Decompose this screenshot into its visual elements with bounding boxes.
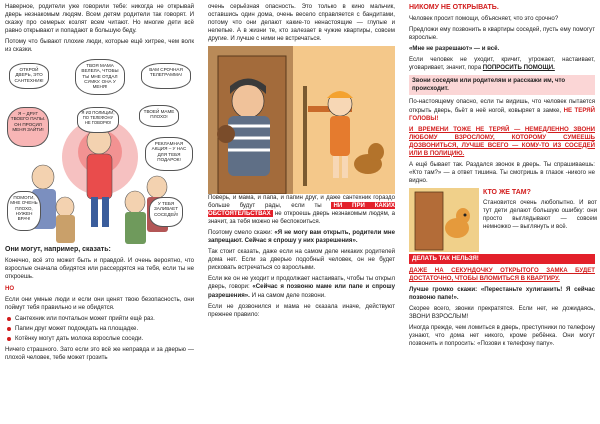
- paragraph-text: Если человек не уходит, кричит, угрожает, настаивает, уговаривает, значит, пора: [409, 56, 595, 72]
- no-heading: НО: [5, 284, 15, 292]
- paragraph: [208, 275, 395, 299]
- list-item: Папин друг может подождать на площадке.: [5, 325, 194, 333]
- paragraph-text: И на самом деле позвони.: [251, 291, 326, 299]
- paragraph: Ничего страшного. Зато если это всё же неправда и за дверью —плохой человек, тебе может грозить: [5, 345, 194, 361]
- quote-text: «Сейчас я позвоню маме или папе и спрошу разрешения».: [208, 283, 395, 299]
- speech-bubble-plumber: ОТКРОЙ ДВЕРЬ, ЭТО САНТЕХНИК!: [9, 63, 49, 89]
- paragraph: «Мне не разрешают» — и всё.: [409, 45, 500, 53]
- column-3: [404, 0, 600, 424]
- paragraph-text: По-настоящему опасно, если ты видишь, что человек пытается открыть дверь, бьёт в неё ногой, ковыряет в замке,: [409, 98, 595, 114]
- column-2: [203, 0, 400, 424]
- speech-bubble-need-doctor: ПОМОГИ, МНЕ ОЧЕНЬ ПЛОХО, НУЖЕН ВРАЧ!: [7, 191, 41, 231]
- paragraph: Если не дозвонился и мама не сказала иначе, действуют прежнее правило:: [208, 302, 395, 318]
- speech-bubble-flood: У ТЕБЯ ЗАЛИВАЕТ СОСЕДЕЙ!: [149, 197, 183, 227]
- paragraph: Скорее всего, звонки прекратятся. Если нет, не дожидаясь, ЗВОНИ ВЗРОСЛЫМ!: [409, 304, 595, 320]
- paragraph: Лучше громко скажи: «Перестаньте хулиганить! Я сейчас позвоню папе!».: [409, 285, 595, 301]
- door-scene-icon: [208, 46, 395, 194]
- call-neighbors-box: Звони соседям или родителям и расскажи им, что происходит.: [409, 75, 595, 95]
- do-not-do-banner: ДЕЛАТЬ ТАК НЕЛЬЗЯ!: [409, 254, 595, 264]
- speech-bubble-gift: РЕКЛАМНАЯ АКЦИЯ – У НАС ДЛЯ ТЕБЯ ПОДАРОК!: [145, 137, 193, 171]
- examples-list: [5, 315, 194, 343]
- paragraph: А ещё бывает так. Раздался звонок в дверь. Ты спрашиваешь: «Кто там?» — а ответ тишина. Ты смотришь в глазок -никого не видно.: [409, 160, 595, 184]
- paragraph-text: не откроешь дверь незнакомым людям, а значит, за тебя можно не беспокоиться.: [208, 210, 395, 226]
- illustration-crowd: [5, 57, 194, 245]
- quote-text: «Я не могу вам открыть, родители мне запрещают. Сейчас я спрошу у них разрешения».: [208, 229, 395, 245]
- paragraph: [208, 229, 395, 245]
- speech-bubble-telegram: ВАМ СРОЧНАЯ ТЕЛЕГРАММА!: [141, 63, 191, 89]
- speech-bubble-police: Я ИЗ ПОЛИЦИИ, ПО ТЕЛЕФОНУ НЕ ГОВОРЮ!: [77, 107, 119, 133]
- paragraph: Становится очень любопытно. И вот тут дети делают большую ошибку: они просто выглядывают — совсем немножко — выглянуть и всё.: [483, 199, 597, 231]
- column-1: [0, 0, 199, 424]
- paragraph: Человек просит помощи, объясняет, что это срочно?: [409, 15, 559, 23]
- paragraph: [208, 194, 395, 226]
- keep-calm: НЕ ТЕРЯЙ ГОЛОВЫ!: [409, 106, 595, 122]
- intro-paragraph: Наверное, родители уже говорили тебе: никогда не открывай дверь незнакомым людям. Всем детям родители так говорят. И сказку про семерых козлят всем читают. Но многие дети всё равно открывают и попадают в большую беду.: [5, 3, 194, 35]
- call-for-help: ПОПРОСИТЬ ПОМОЩИ.: [482, 64, 555, 72]
- paragraph: Конечно, всё это может быть и правдой. И очень вероятно, что взрослые сначала обидятся или рассердятся на тебя, если ты не откроешь.: [5, 257, 194, 281]
- paragraph-text: Если же он не уходит и продолжает настаивать, чтобы ты открыл дверь, говори:: [208, 275, 395, 291]
- paragraph: Так стоит сказать, даже если на самом деле никаких родителей дома нет. Если за дверью подобный человек, он не будет рисковать встречаться со взрослыми.: [208, 248, 395, 272]
- door-peek-block: [409, 188, 595, 252]
- paragraph-text: Поэтому смело скажи:: [208, 229, 273, 237]
- paragraph: очень серьёзная опасность. Это только в кино мальчик, оставшись один дома, очень весело справляется с бандитами, потому что они делают какие-то ненастоящие — глупые и нелепые. А в жизни те, кто залезает в чужие квартиры, совсем другие. И лучше с ними не встречаться.: [208, 3, 395, 43]
- lock-warning: ДАЖЕ НА СЕКУНДОЧКУ ОТКРЫТОГО ЗАМКА БУДЕТ ДОСТАТОЧНО, ЧТОБЫ ВЛОМИТЬСЯ В КВАРТИРУ.: [409, 266, 595, 282]
- speech-bubble-father-friend: Я – ДРУГ ТВОЕГО ПАПЫ. ОН ПРОСИЛ МЕНЯ ЗАЙТИ!: [7, 107, 49, 147]
- list-item: Котёнку могут дать молока взрослые соседи.: [5, 335, 194, 343]
- paragraph: Иногда прежде, чем ломиться в дверь, преступники по телефону узнают, что дома нет никого, кроме ребёнка. Они могут позвонить и попросить: «Позови к телефону папу».: [409, 324, 595, 348]
- illustration-dog: [409, 188, 479, 252]
- paragraph: [409, 56, 595, 72]
- heading-nobody: НИКОМУ НЕ ОТКРЫВАТЬ.: [409, 4, 499, 11]
- list-item: Сантехник или почтальон может прийти ещё раз.: [5, 315, 194, 323]
- speech-bubble-bag: ТВОЯ МАМА ВЕЛЕЛА, ЧТОБЫ ТЫ МНЕ ОТДАЛ СУМКУ. ОНА У МЕНЯ!: [75, 59, 125, 95]
- paragraph: Предложи ему позвонить в квартиры соседей, пусть ему помогут взрослые.: [409, 26, 595, 42]
- call-adult-warning: И ВРЕМЕНИ ТОЖЕ НЕ ТЕРЯЙ — НЕМЕДЛЕННО ЗВОНИ ЛЮБОМУ ВЗРОСЛОМУ, КОТОРОМУ СУМЕЕШЬ ДОЗВОНИТЬСЯ, ЛУЧШЕ ВСЕГО — КОМУ-ТО ИЗ СОСЕДЕЙ ИЛИ В ПОЛИЦИЮ.: [409, 125, 595, 157]
- heading-who: КТО ЖЕ ТАМ?: [483, 188, 531, 196]
- section-heading: Они могут, например, сказать:: [5, 246, 111, 254]
- highlight-text: НИ ПРИ КАКИХ ОБСТОЯТЕЛЬСТВАХ: [208, 202, 395, 218]
- speech-bubble-mom-sick: ТВОЕЙ МАМЕ ПЛОХО!: [139, 105, 179, 127]
- intro-paragraph-2: Потому что бывают плохие люди, которые ещё хитрее, чем волк из сказки.: [5, 38, 194, 54]
- paragraph-text: Поверь, и мама, и папа, и папин друг, и даже сантехник гораздо больше будут рады, если ты: [208, 194, 395, 210]
- paragraph: Если они умные люди и если они ценят твою безопасность, они поймут тебя правильно и не обидятся.: [5, 295, 194, 311]
- illustration-door-scene: [208, 46, 395, 194]
- paragraph: [409, 98, 595, 122]
- who-is-there-block: [483, 188, 597, 234]
